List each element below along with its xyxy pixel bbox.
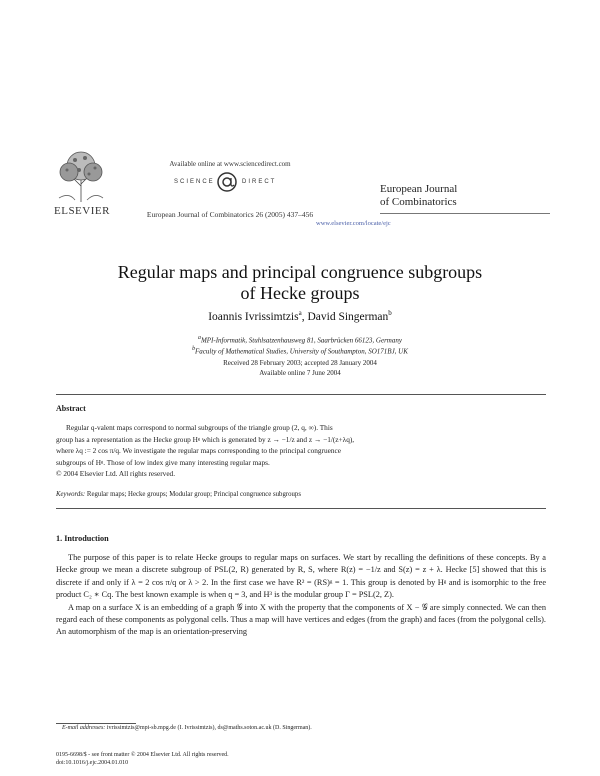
available-date: Available online 7 June 2004 [259, 369, 341, 377]
journal-title [380, 183, 457, 209]
section-body [56, 552, 546, 639]
sciencedirect-at-icon [216, 171, 238, 193]
page-footer [56, 751, 229, 767]
elsevier-tree-logo-icon [55, 148, 107, 202]
abstract-line-4: subgroups of Hᵍ. Those of low index give many interesting regular maps. [56, 457, 270, 467]
affil-b-sup: b [192, 346, 196, 353]
affiliations [40, 334, 560, 357]
sciencedirect-availability: Available online at www.sciencedirect.com [169, 160, 291, 168]
intro-paragraph-1: The purpose of this paper is to relate Hecke groups to regular maps on surfaces. We start by recalling the definitions of these concepts. By a Hecke group we mean a discrete subgroup of PSL(2, R) generated by R, S, where R(z) = −1/z and S(z) = z + λ. Hecke [5] showed that this is discrete if and only if λ = 2 cos π/q or λ > 2. In the first case we have R² = (RS)ᵍ = 1. This group is denoted by Hᵍ and is isomorphic to the free product C₂ ∗ Cq. The best known example is when q = 3, and H³ is the modular group Γ = PSL(2, Z). [56, 553, 546, 600]
journal-citation: European Journal of Combinatorics 26 (2005) 437–456 [146, 210, 314, 219]
journal-url-link[interactable]: www.elsevier.com/locate/ejc [316, 220, 391, 227]
issn-line: 0195-6698/$ - see front matter © 2004 Elsevier Ltd. All rights reserved. [56, 752, 229, 758]
received-date: Received 28 February 2003; accepted 28 January 2004 [223, 359, 377, 367]
footnote-label: E-mail addresses: [62, 725, 106, 731]
footnote-rule [56, 723, 136, 724]
abstract-bottom-rule [56, 508, 546, 509]
abstract-line-1: Regular q-valent maps correspond to normal subgroups of the triangle group (2, q, ∞). This [66, 423, 333, 432]
keywords-text: Regular maps; Hecke groups; Modular group; Principal congruence subgroups [86, 491, 301, 498]
sciencedirect-logo [172, 171, 282, 195]
article-title-line2: of Hecke groups [240, 283, 360, 303]
article-dates [40, 358, 560, 378]
affiliation-a: MPI-Informatik, Stuhlsatzenhausweg 81, Saarbrücken 66123, Germany [200, 336, 402, 345]
journal-title-line1: European Journal [380, 183, 458, 195]
article-title-line1: Regular maps and principal congruence subgroups [117, 262, 483, 282]
abstract-text [56, 422, 546, 480]
abstract-line-3: where λq := 2 cos π/q. We investigate the regular maps corresponding to the principal congruence [56, 446, 341, 456]
abstract-line-2: group has a representation as the Hecke group Hᵍ which is generated by z → −1/z and z → −1/(z+λq), [56, 434, 355, 444]
section-heading: 1. Introduction [56, 534, 109, 543]
doi-line: doi:10.1016/j.ejc.2004.01.010 [56, 760, 129, 766]
intro-paragraph-2: A map on a surface X is an embedding of a graph 𝒢 into X with the property that the components of X − 𝒢 are simply connected. We can then regard each of these components as polygonal cells. Thus a map will have vertices and edges (from the graph) and faces (from the polygonal cells). An automorphism of the map is an orientation-preserving [56, 602, 546, 637]
author-2-affil-sup: b [388, 309, 392, 317]
sciencedirect-right-text: DIRECT [242, 179, 277, 185]
sciencedirect-left-text: SCIENCE [174, 179, 215, 185]
author-2[interactable]: , David Singerman [301, 310, 389, 323]
elsevier-wordmark: ELSEVIER [54, 205, 110, 217]
authors [40, 309, 560, 323]
abstract-top-rule [56, 394, 546, 395]
affiliation-b: Faculty of Mathematical Studies, University of Southampton, SO171BJ, UK [195, 347, 408, 356]
keywords-label: Keywords: [56, 491, 86, 498]
journal-title-line2: of Combinatorics [380, 196, 457, 208]
abstract-heading: Abstract [56, 404, 86, 413]
footnote-text: ivrissimtzis@mpi-sb.mpg.de (I. Ivrissimtzis), ds@maths.soton.ac.uk (D. Singerman). [106, 725, 312, 731]
affil-a-sup: a [198, 335, 201, 341]
article-title [40, 262, 560, 304]
journal-divider [380, 213, 550, 214]
author-1-affil-sup: a [298, 309, 302, 317]
author-1[interactable]: Ioannis Ivrissimtzis [208, 310, 299, 323]
footnote [62, 725, 312, 731]
abstract-copyright: © 2004 Elsevier Ltd. All rights reserved. [56, 469, 176, 479]
keywords [56, 490, 546, 499]
